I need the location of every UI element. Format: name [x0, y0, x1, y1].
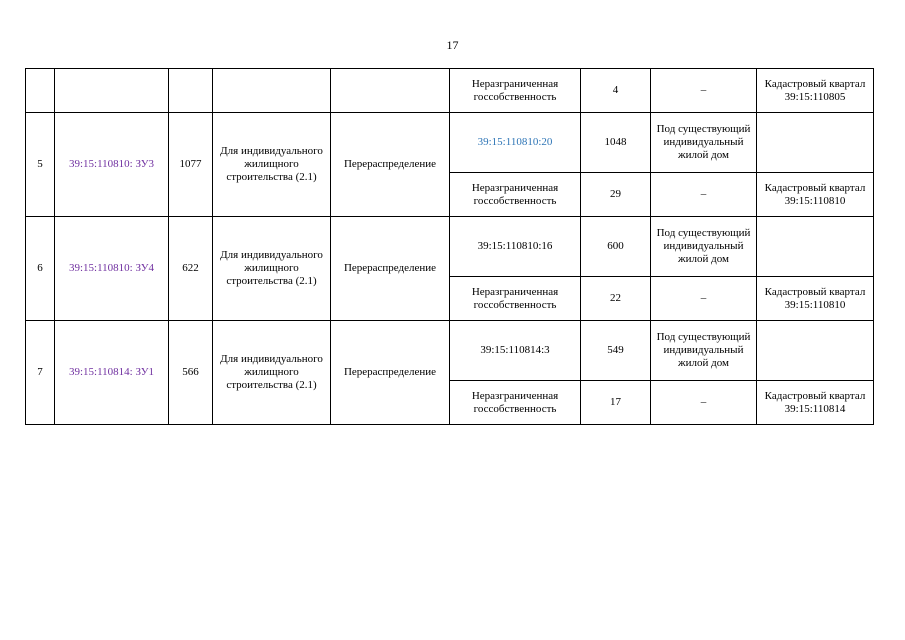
- source-parcel-link[interactable]: 39:15:110810:20: [450, 113, 581, 173]
- cell-source-area: 29: [581, 173, 651, 217]
- cell-note: [757, 217, 874, 277]
- cell-source-area: 549: [581, 321, 651, 381]
- cell-area: 566: [169, 321, 213, 425]
- cell-source-area: 600: [581, 217, 651, 277]
- cell-method: Перераспределение: [331, 113, 450, 217]
- cell-note: Кадастровый квартал 39:15:110805: [757, 69, 874, 113]
- cell-purpose: Под существующий индивидуальный жилой дом: [651, 217, 757, 277]
- cell-note: Кадастровый квартал 39:15:110810: [757, 277, 874, 321]
- cell-source-area: 17: [581, 381, 651, 425]
- cell-use: Для индивидуального жилищного строительства (2.1): [213, 217, 331, 321]
- cell-area: [169, 69, 213, 113]
- cell-purpose: –: [651, 173, 757, 217]
- cell-method: [331, 69, 450, 113]
- cell-num: 6: [26, 217, 55, 321]
- cell-source-area: 1048: [581, 113, 651, 173]
- cell-parcel: [55, 69, 169, 113]
- cell-purpose: –: [651, 277, 757, 321]
- cell-num: 7: [26, 321, 55, 425]
- table-row: [26, 321, 874, 381]
- cell-num: [26, 69, 55, 113]
- parcel-link[interactable]: 39:15:110814: ЗУ1: [55, 321, 169, 425]
- cell-source-area: 22: [581, 277, 651, 321]
- cell-purpose: Под существующий индивидуальный жилой дом: [651, 113, 757, 173]
- cell-source: Неразграниченная госсобственность: [450, 277, 581, 321]
- parcel-link[interactable]: 39:15:110810: ЗУ4: [55, 217, 169, 321]
- cell-source: 39:15:110814:3: [450, 321, 581, 381]
- cell-note: Кадастровый квартал 39:15:110810: [757, 173, 874, 217]
- cell-area: 622: [169, 217, 213, 321]
- table-row: [26, 69, 874, 113]
- cell-num: 5: [26, 113, 55, 217]
- cell-note: [757, 321, 874, 381]
- cell-source: Неразграниченная госсобственность: [450, 173, 581, 217]
- cell-source: 39:15:110810:16: [450, 217, 581, 277]
- page-number: 17: [446, 38, 459, 52]
- cell-purpose: –: [651, 69, 757, 113]
- cell-note: [757, 113, 874, 173]
- cell-source: Неразграниченная госсобственность: [450, 69, 581, 113]
- cell-use: [213, 69, 331, 113]
- table-row: [26, 113, 874, 173]
- cell-area: 1077: [169, 113, 213, 217]
- cell-purpose: –: [651, 381, 757, 425]
- cell-source: Неразграниченная госсобственность: [450, 381, 581, 425]
- cell-use: Для индивидуального жилищного строительства (2.1): [213, 321, 331, 425]
- cell-use: Для индивидуального жилищного строительства (2.1): [213, 113, 331, 217]
- parcel-link[interactable]: 39:15:110810: ЗУ3: [55, 113, 169, 217]
- cell-method: Перераспределение: [331, 217, 450, 321]
- cell-source-area: 4: [581, 69, 651, 113]
- land-parcels-table: [25, 68, 874, 425]
- cell-method: Перераспределение: [331, 321, 450, 425]
- cell-purpose: Под существующий индивидуальный жилой дом: [651, 321, 757, 381]
- cell-note: Кадастровый квартал 39:15:110814: [757, 381, 874, 425]
- table-row: [26, 217, 874, 277]
